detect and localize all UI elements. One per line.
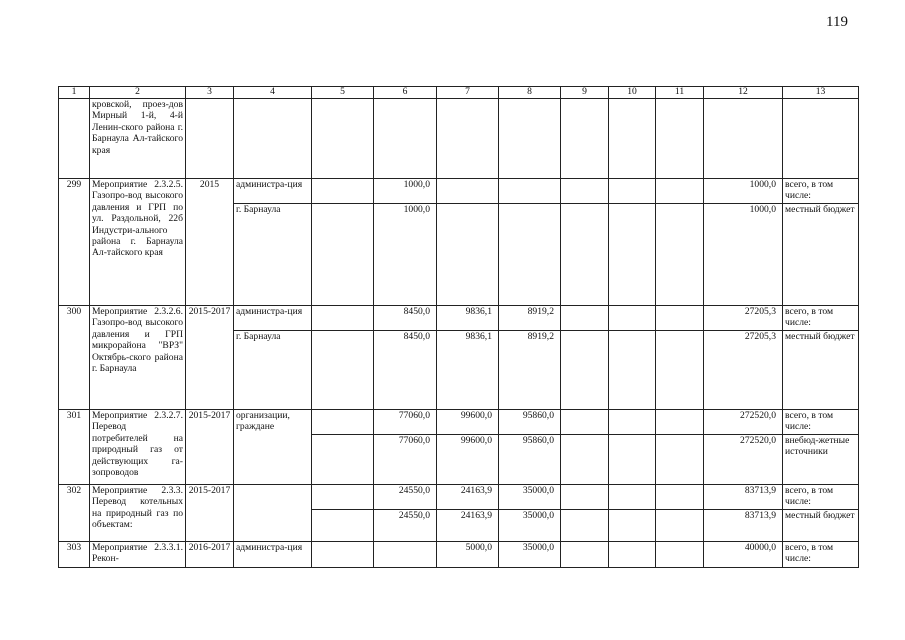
value-total: 272520,0	[704, 410, 783, 435]
budget-table	[58, 86, 859, 568]
value-2015	[374, 542, 437, 568]
years: 2015-2017	[186, 306, 234, 410]
value-total: 40000,0	[704, 542, 783, 568]
value-2017: 95860,0	[499, 410, 561, 435]
value-2016: 9836,1	[437, 331, 499, 410]
funding-source: местный бюджет	[783, 204, 859, 306]
value-2017	[499, 204, 561, 306]
funding-source: местный бюджет	[783, 331, 859, 410]
column-header: 4	[234, 87, 312, 99]
executor: администра-ция	[234, 179, 312, 204]
measure-description: Мероприятие 2.3.2.7. Перевод потребителей на природный газ от действующих га-зопроводов	[90, 410, 186, 485]
row-number: 302	[59, 485, 90, 542]
value-2016: 99600,0	[437, 435, 499, 485]
value-2015: 1000,0	[374, 179, 437, 204]
table-row	[59, 99, 859, 179]
value-2017: 35000,0	[499, 542, 561, 568]
executor: г. Барнаула	[234, 331, 312, 410]
column-header: 13	[783, 87, 859, 99]
value-2016: 24163,9	[437, 510, 499, 542]
funding-source: всего, в том числе:	[783, 542, 859, 568]
funding-source: всего, в том числе:	[783, 179, 859, 204]
funding-source: всего, в том числе:	[783, 410, 859, 435]
value-2017: 95860,0	[499, 435, 561, 485]
value-total: 1000,0	[704, 179, 783, 204]
column-header: 9	[561, 87, 609, 99]
value-total: 1000,0	[704, 204, 783, 306]
column-header: 6	[374, 87, 437, 99]
value-2016: 5000,0	[437, 542, 499, 568]
value-total: 272520,0	[704, 435, 783, 485]
value-2015: 77060,0	[374, 435, 437, 485]
value-total: 83713,9	[704, 510, 783, 542]
executor: г. Барнаула	[234, 204, 312, 306]
value-2016: 99600,0	[437, 410, 499, 435]
funding-source: всего, в том числе:	[783, 485, 859, 510]
value-2016: 24163,9	[437, 485, 499, 510]
table-row	[59, 485, 859, 510]
executor	[234, 485, 312, 542]
value-2017: 8919,2	[499, 306, 561, 331]
value-2015: 24550,0	[374, 485, 437, 510]
measure-description: Мероприятие 2.3.3.1. Рекон-	[90, 542, 186, 568]
column-header: 11	[656, 87, 704, 99]
funding-source: всего, в том числе:	[783, 306, 859, 331]
column-header: 10	[609, 87, 656, 99]
header-row	[59, 87, 859, 99]
table-row	[59, 542, 859, 568]
table-row	[59, 410, 859, 435]
value-2015: 24550,0	[374, 510, 437, 542]
value-2017: 8919,2	[499, 331, 561, 410]
column-header: 8	[499, 87, 561, 99]
value-2015: 77060,0	[374, 410, 437, 435]
measure-description: Мероприятие 2.3.3. Перевод котельных на природный газ по объектам:	[90, 485, 186, 542]
column-header: 12	[704, 87, 783, 99]
funding-source: внебюд-жетные источники	[783, 435, 859, 485]
value-2015: 8450,0	[374, 306, 437, 331]
column-header: 1	[59, 87, 90, 99]
page-number: 119	[826, 14, 848, 30]
value-total: 83713,9	[704, 485, 783, 510]
value-2017: 35000,0	[499, 510, 561, 542]
column-header: 5	[312, 87, 374, 99]
table-row	[59, 306, 859, 331]
executor: организации, граждане	[234, 410, 312, 485]
years: 2015	[186, 179, 234, 306]
executor: администра-ция	[234, 306, 312, 331]
measure-description: Мероприятие 2.3.2.5. Газопро-вод высокого давления и ГРП по ул. Раздольной, 22б Индустри-ального района г. Барнаула Ал-тайского края	[90, 179, 186, 306]
value-total: 27205,3	[704, 306, 783, 331]
value-2017: 35000,0	[499, 485, 561, 510]
measure-description: кровской, проез-дов Мирный 1-й, 4-й Ленин-ского района г. Барнаула Ал-тайского края	[90, 99, 186, 179]
executor: администра-ция	[234, 542, 312, 568]
value-2015: 1000,0	[374, 204, 437, 306]
value-total: 27205,3	[704, 331, 783, 410]
table-row	[59, 179, 859, 204]
row-number: 301	[59, 410, 90, 485]
row-number: 303	[59, 542, 90, 568]
years: 2015-2017	[186, 485, 234, 542]
value-2017	[499, 179, 561, 204]
funding-source: местный бюджет	[783, 510, 859, 542]
value-2016	[437, 204, 499, 306]
row-number: 300	[59, 306, 90, 410]
value-2016	[437, 179, 499, 204]
row-number: 299	[59, 179, 90, 306]
value-2016: 9836,1	[437, 306, 499, 331]
column-header: 7	[437, 87, 499, 99]
measure-description: Мероприятие 2.3.2.6. Газопро-вод высокого давления и ГРП микрорайона "ВРЗ" Октябрь-ского района г. Барнаула	[90, 306, 186, 410]
column-header: 3	[186, 87, 234, 99]
years: 2015-2017	[186, 410, 234, 485]
years: 2016-2017	[186, 542, 234, 568]
value-2015: 8450,0	[374, 331, 437, 410]
column-header: 2	[90, 87, 186, 99]
